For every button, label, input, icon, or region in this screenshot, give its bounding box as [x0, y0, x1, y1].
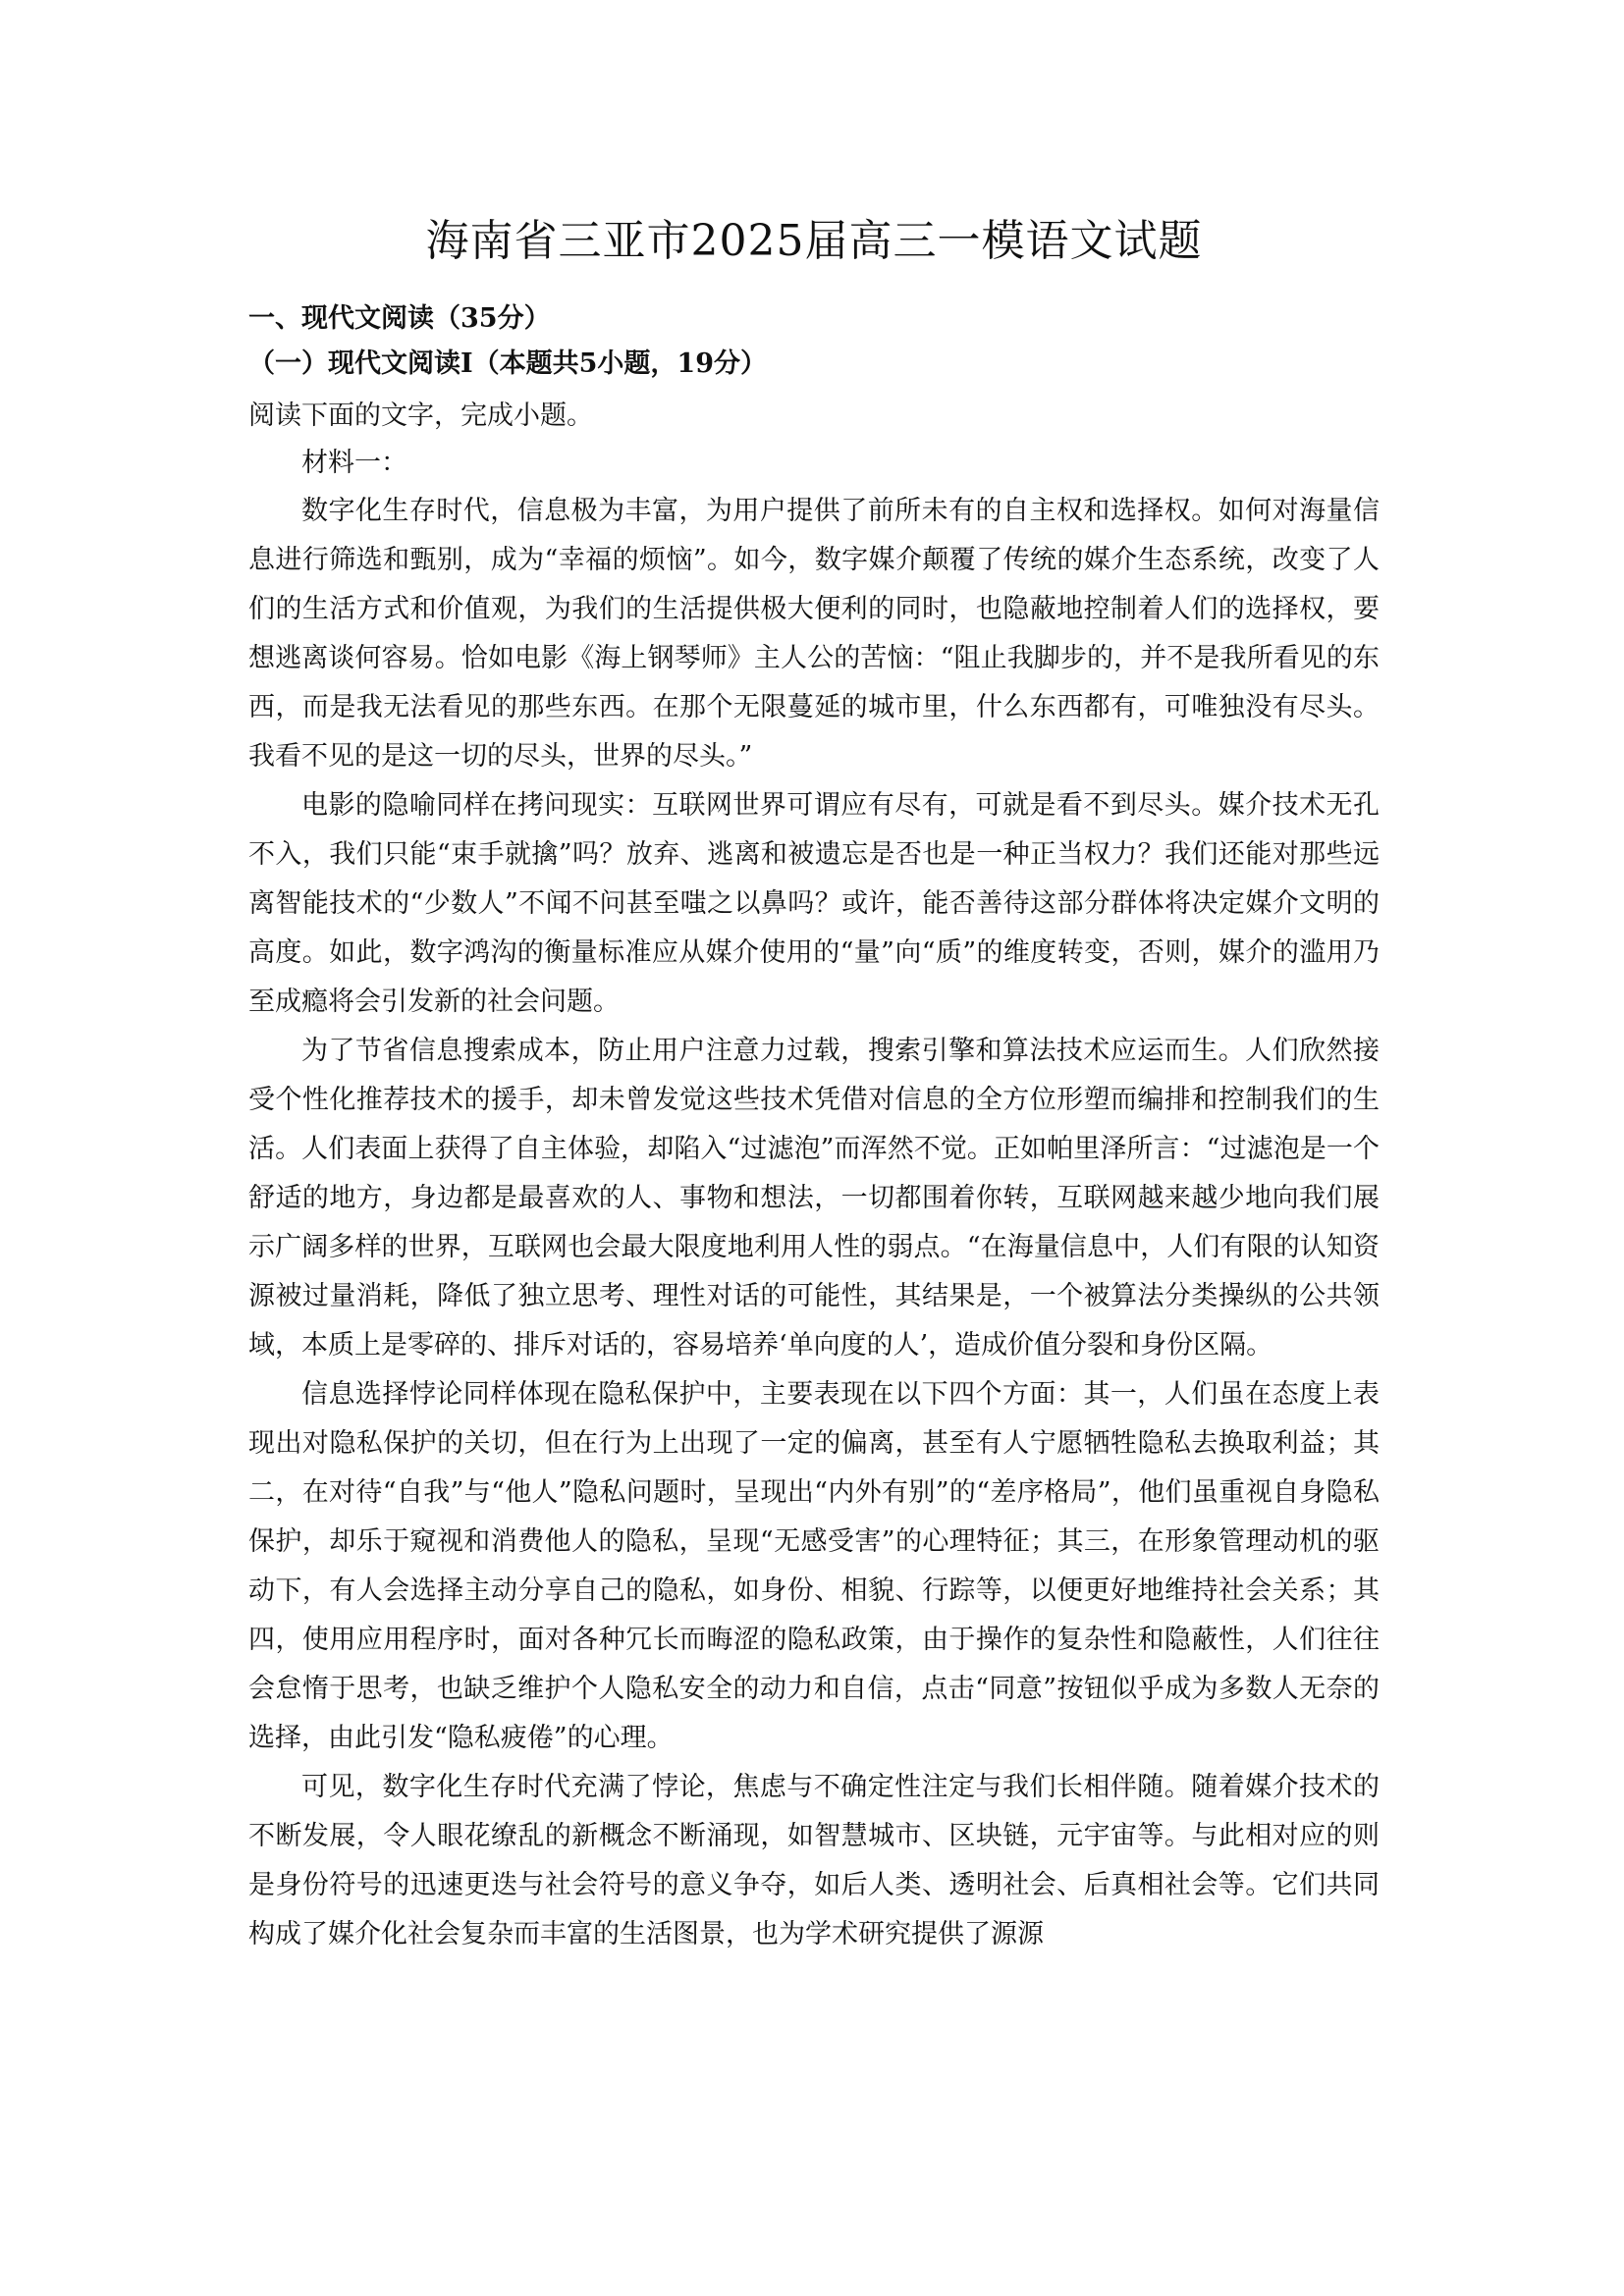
- reading-instruction: 阅读下面的文字，完成小题。: [248, 400, 593, 431]
- paragraph-5: 可见，数字化生存时代充满了悖论，焦虑与不确定性注定与我们长相伴随。随着媒介技术的不断发展，令人眼花缭乱的新概念不断涌现，如智慧城市、区块链，元宇宙等。与此相对应的则是身份符号的迅速更迭与社会符号的意义争夺，如后人类、透明社会、后真相社会等。它们共同构成了媒介化社会复杂而丰富的生活图景，也为学术研究提供了源源: [248, 1772, 1380, 1949]
- exam-page: [248, 214, 1380, 1959]
- section-heading: 一、现代文阅读（35分）: [248, 303, 551, 334]
- material-label: 材料一：: [301, 448, 407, 478]
- paragraph-1: 数字化生存时代，信息极为丰富，为用户提供了前所未有的自主权和选择权。如何对海量信息进行筛选和甄别，成为“幸福的烦恼”。如今，数字媒介颠覆了传统的媒介生态系统，改变了人们的生活方式和价值观，为我们的生活提供极大便利的同时，也隐蔽地控制着人们的选择权，要想逃离谈何容易。恰如电影《海上钢琴师》主人公的苦恼：“阻止我脚步的，并不是我所看见的东西，而是我无法看见的那些东西。在那个无限蔓延的城市里，什么东西都有，可唯独没有尽头。我看不见的是这一切的尽头，世界的尽头。”: [248, 496, 1380, 772]
- subsection-heading: （一）现代文阅读I（本题共5小题，19分）: [248, 348, 767, 379]
- paragraph-4: 信息选择悖论同样体现在隐私保护中，主要表现在以下四个方面：其一，人们虽在态度上表现出对隐私保护的关切，但在行为上出现了一定的偏离，甚至有人宁愿牺牲隐私去换取利益；其二，在对待“自我”与“他人”隐私问题时，呈现出“内外有别”的“差序格局”，他们虽重视自身隐私保护，却乐于窥视和消费他人的隐私，呈现“无感受害”的心理特征；其三，在形象管理动机的驱动下，有人会选择主动分享自己的隐私，如身份、相貌、行踪等，以便更好地维持社会关系；其四，使用应用程序时，面对各种冗长而晦涩的隐私政策，由于操作的复杂性和隐蔽性，人们往往会怠惰于思考，也缺乏维护个人隐私安全的动力和自信，点击“同意”按钮似乎成为多数人无奈的选择，由此引发“隐私疲倦”的心理。: [248, 1379, 1380, 1753]
- paragraph-3: 为了节省信息搜索成本，防止用户注意力过载，搜索引擎和算法技术应运而生。人们欣然接受个性化推荐技术的援手，却未曾发觉这些技术凭借对信息的全方位形塑而编排和控制我们的生活。人们表面上获得了自主体验，却陷入“过滤泡”而浑然不觉。正如帕里泽所言：“过滤泡是一个舒适的地方，身边都是最喜欢的人、事物和想法，一切都围着你转，互联网越来越少地向我们展示广阔多样的世界，互联网也会最大限度地利用人性的弱点。“在海量信息中，人们有限的认知资源被过量消耗，降低了独立思考、理性对话的可能性，其结果是，一个被算法分类操纵的公共领域，本质上是零碎的、排斥对话的，容易培养‘单向度的人’，造成价值分裂和身份区隔。: [248, 1036, 1380, 1361]
- paragraph-2: 电影的隐喻同样在拷问现实：互联网世界可谓应有尽有，可就是看不到尽头。媒介技术无孔不入，我们只能“束手就擒”吗？放弃、逃离和被遗忘是否也是一种正当权力？我们还能对那些远离智能技术的“少数人”不闻不问甚至嗤之以鼻吗？或许，能否善待这部分群体将决定媒介文明的高度。如此，数字鸿沟的衡量标准应从媒介使用的“量”向“质”的维度转变，否则，媒介的滥用乃至成瘾将会引发新的社会问题。: [248, 790, 1380, 1017]
- exam-title: 海南省三亚市2025届高三一模语文试题: [425, 216, 1203, 266]
